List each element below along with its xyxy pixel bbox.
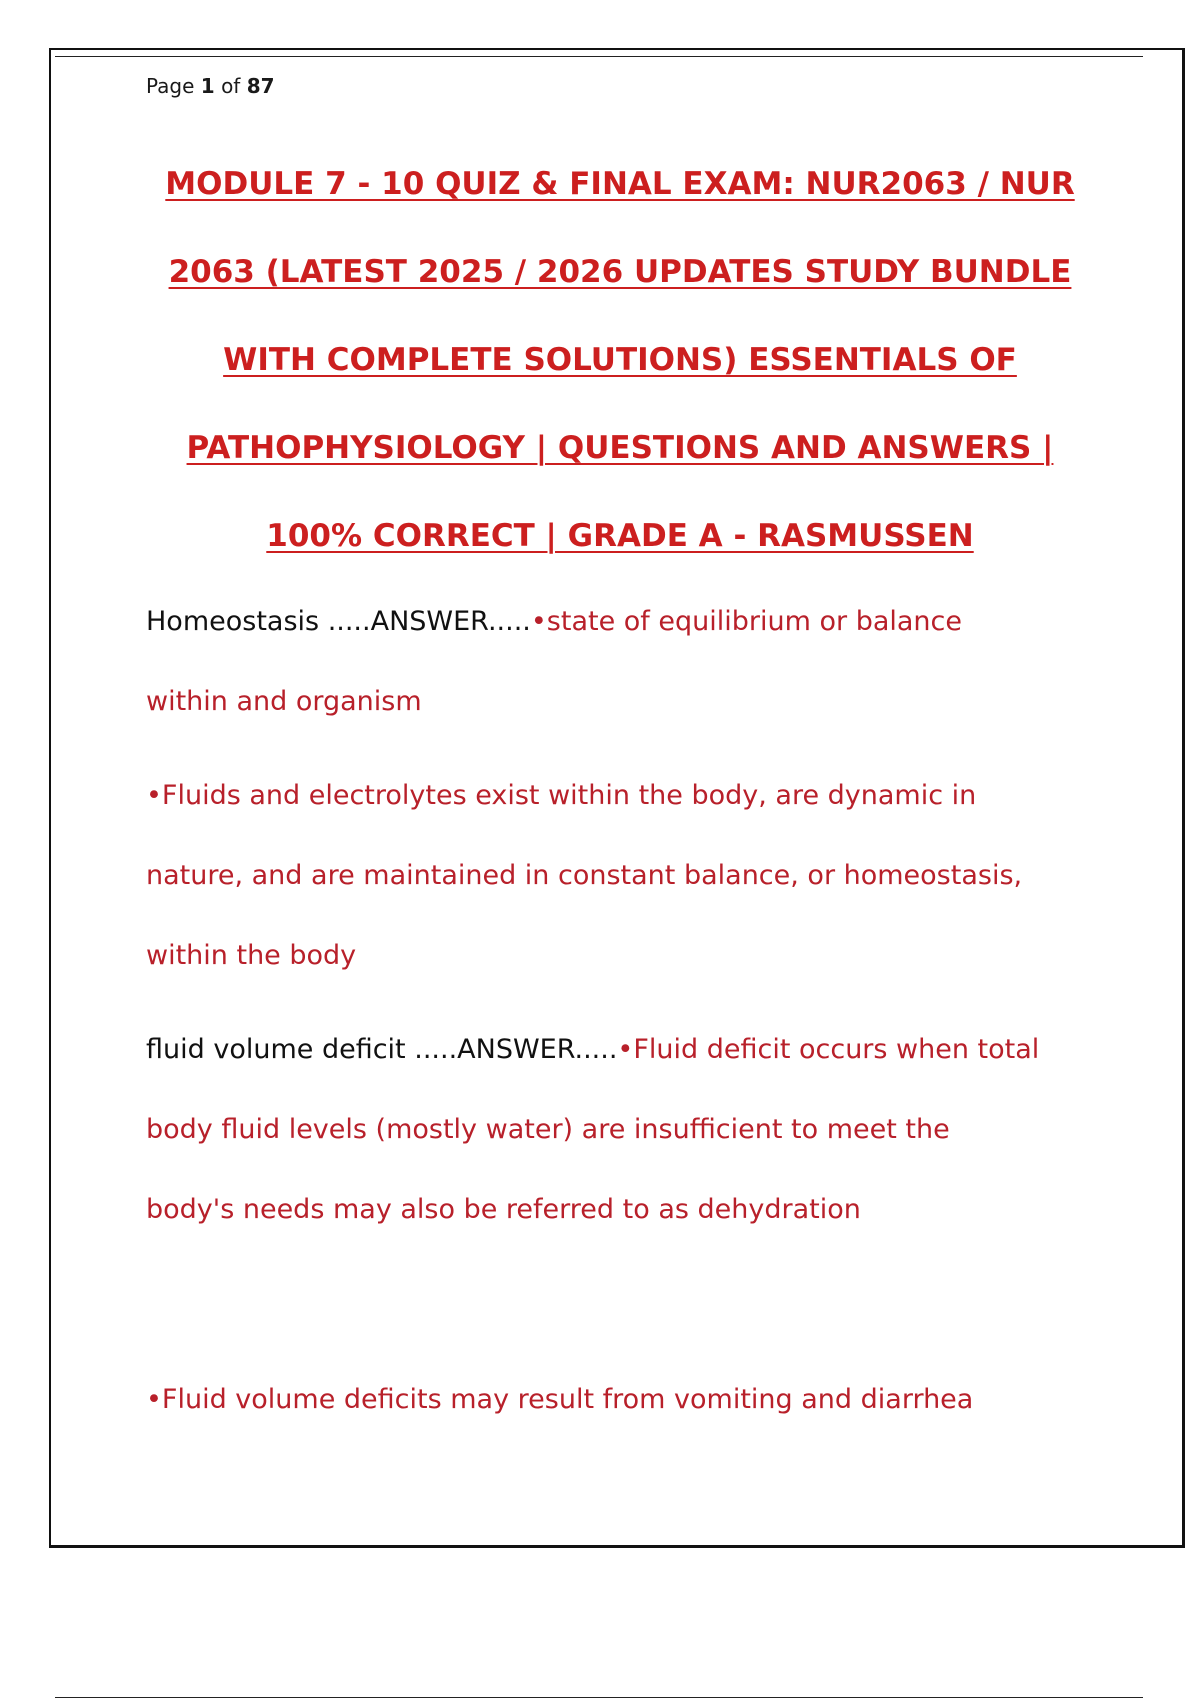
qa-answer-first: •Fluid deficit occurs when total [617,1034,1040,1065]
title-line-4: PATHOPHYSIOLOGY | QUESTIONS AND ANSWERS | [186,430,1054,466]
bullet-line: nature, and are maintained in constant balance, or homeostasis, [146,860,1023,891]
title-line-3: WITH COMPLETE SOLUTIONS) ESSENTIALS OF [223,342,1017,378]
qa-answer-line: body's needs may also be referred to as dehydration [146,1194,861,1225]
page-counter [146,74,275,98]
qa-term: Homeostasis [146,606,320,637]
qa-separator: .....ANSWER..... [414,1034,618,1065]
title-line-1: MODULE 7 - 10 QUIZ & FINAL EXAM: NUR2063 / NUR [165,166,1075,202]
qa-answer-first: •state of equilibrium or balance [530,606,962,637]
qa-entry-homeostasis [146,582,1086,742]
page-counter-label: Page [146,74,195,98]
qa-bullet-fluids-electrolytes [146,756,1086,996]
top-rule [55,56,1143,57]
bullet-line: •Fluid volume deficits may result from vomiting and diarrhea [146,1384,974,1415]
page-counter-current: 1 [200,74,215,98]
qa-separator: .....ANSWER..... [327,606,531,637]
bullet-line: within the body [146,940,357,971]
qa-term: fluid volume deficit [146,1034,406,1065]
title-line-2: 2063 (LATEST 2025 / 2026 UPDATES STUDY BUNDLE [168,254,1072,290]
qa-answer-line: body fluid levels (mostly water) are insufficient to meet the [146,1114,950,1145]
bullet-line: •Fluids and electrolytes exist within the body, are dynamic in [146,780,977,811]
page-counter-of: of [221,74,241,98]
document-title [140,140,1100,580]
title-line-5: 100% CORRECT | GRADE A - RASMUSSEN [266,518,974,554]
bottom-rule [55,1697,1143,1698]
page-counter-total: 87 [246,74,275,98]
qa-bullet-fluid-deficit-causes [146,1360,1086,1440]
qa-answer-line: within and organism [146,686,422,717]
qa-entry-fluid-volume-deficit [146,1010,1086,1250]
